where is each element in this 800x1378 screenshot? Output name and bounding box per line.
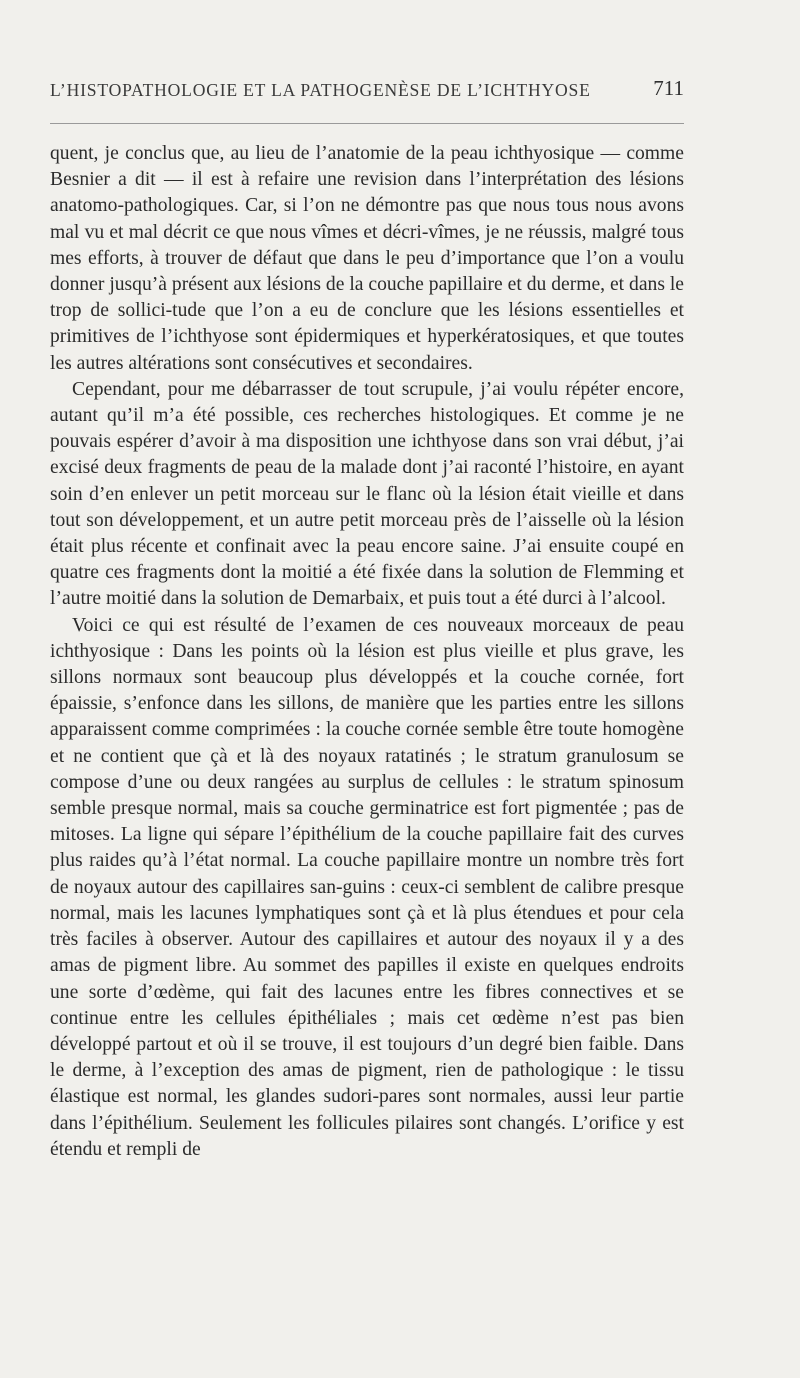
paragraph: Cependant, pour me débarrasser de tout scrupule, j’ai voulu répéter encore, autant qu’il m’a été possible, ces recherches histologiques. Et comme je ne pouvais espérer d’avoir à ma disposition une ichthyose dans son vrai début, j’ai excisé deux fragments de peau de la malade dont j’ai raconté l’histoire, en ayant soin d’en enlever un petit morceau sur le flanc où la lésion était vieille et dans tout son développement, et un autre petit morceau près de l’aisselle où la lésion était plus récente et confinait avec la peau encore saine. J’ai ensuite coupé en quatre ces fragments dont la moitié a été fixée dans la solution de Flemming et l’autre moitié dans la solution de Demarbaix, et puis tout a été durci à l’alcool. — [50, 378, 684, 610]
running-head — [50, 76, 684, 112]
header-rule — [50, 123, 684, 124]
page-number: 711 — [653, 76, 684, 100]
running-title: L’HISTOPATHOLOGIE ET LA PATHOGENÈSE DE L’ICHTHYOSE — [50, 80, 591, 100]
body-text — [50, 141, 684, 1163]
paragraph-continuation: quent, je conclus que, au lieu de l’anatomie de la peau ichthyosique — comme Besnier a dit — il est à refaire une revision dans l’interprétation des lésions anatomo-pathologiques. Car, si l’on ne démontre pas que nous tous nous avons mal vu et mal décrit ce que nous vîmes et décri-vîmes, je ne réussis, malgré tous mes efforts, à trouver de défaut que dans le peu d’importance que l’on a voulu donner jusqu’à présent aux lésions de la couche papillaire et du derme, et dans le trop de sollici-tude que l’on a eu de conclure que les lésions essentielles et primitives de l’ichthyose sont épidermiques et hyperkératosiques, et que toutes les autres altérations sont consécutives et secondaires. — [50, 143, 684, 374]
paragraph: Voici ce qui est résulté de l’examen de ces nouveaux morceaux de peau ichthyosique : Dans les points où la lésion est plus vieille et plus grave, les sillons normaux sont beaucoup plus développés et la couche cornée, fort épaissie, s’enfonce dans les sillons, de manière que les parties entre les sillons apparaissent comme comprimées : la couche cornée semble être toute homogène et ne contient que çà et là des noyaux ratatinés ; le stratum granulosum se compose d’une ou deux rangées au surplus de cellules : le stratum spinosum semble presque normal, mais sa couche germinatrice est fort pigmentée ; pas de mitoses. La ligne qui sépare l’épithélium de la couche papillaire fait des curves plus raides qu’à l’état normal. La couche papillaire montre un nombre très fort de noyaux autour des capillaires san-guins : ceux-ci semblent de calibre presque normal, mais les lacunes lymphatiques sont çà et là plus étendues et pour cela très faciles à observer. Autour des capillaires et autour des noyaux il y a des amas de pigment libre. Au sommet des papilles il existe en quelques endroits une sorte d’œdème, qui fait des lacunes entre les fibres connectives et se continue entre les cellules épithéliales ; mais cet œdème n’est pas bien développé partout et où il se trouve, il est toujours d’un degré bien faible. Dans le derme, à l’exception des amas de pigment, rien de pathologique : le tissu élastique est normal, les glandes sudori-pares sont normales, aussi leur partie dans l’épithélium. Seulement les follicules pilaires sont changés. L’orifice y est étendu et rempli de — [50, 614, 684, 1160]
